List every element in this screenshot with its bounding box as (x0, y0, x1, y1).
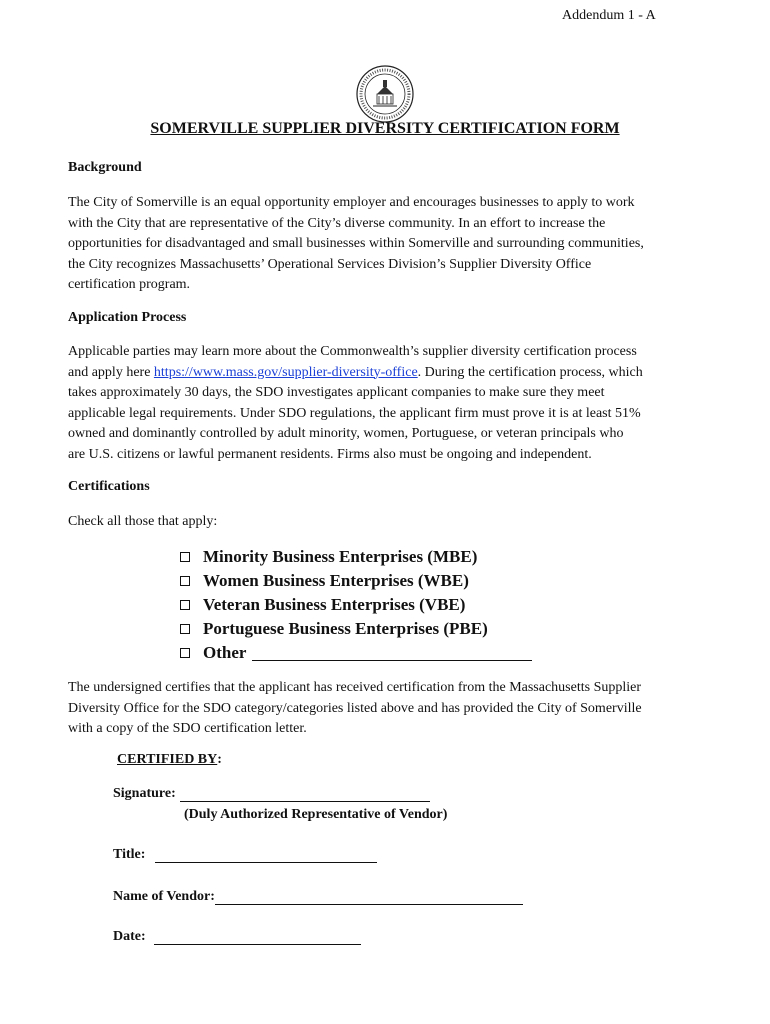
option-label: Portuguese Business Enterprises (PBE) (203, 619, 488, 638)
paragraph-line: Applicable parties may learn more about the Commonwealth’s supplier diversity certification process (68, 344, 637, 359)
option-wbe (180, 569, 532, 593)
paragraph-line: certification program. (68, 277, 191, 292)
option-pbe (180, 617, 532, 641)
option-label: Veteran Business Enterprises (VBE) (203, 595, 466, 614)
background-heading: Background (68, 160, 142, 175)
certifications-instruction: Check all those that apply: (68, 514, 218, 529)
other-input-line[interactable] (252, 646, 532, 661)
checkbox-pbe[interactable] (180, 624, 190, 634)
form-title: SOMERVILLE SUPPLIER DIVERSITY CERTIFICATION FORM (150, 120, 620, 137)
certification-options (180, 545, 532, 665)
option-label: Other (203, 643, 247, 662)
application-heading: Application Process (68, 310, 187, 325)
date-label: Date: (113, 929, 146, 944)
paragraph-line (68, 363, 704, 384)
paragraph-line: applicable legal requirements. Under SDO regulations, the applicant firm must prove it is at least 51% (68, 405, 641, 421)
vendor-field (113, 889, 523, 905)
vendor-input-line[interactable] (215, 890, 523, 905)
certifications-heading: Certifications (68, 479, 150, 494)
city-seal-logo (355, 64, 415, 124)
signature-caption: (Duly Authorized Representative of Vendor) (184, 807, 448, 822)
option-label: Women Business Enterprises (WBE) (203, 571, 469, 590)
addendum-label: Addendum 1 - A (562, 8, 656, 23)
title-field (113, 847, 377, 863)
option-label: Minority Business Enterprises (MBE) (203, 547, 478, 566)
text-segment: . During the certification process, which (417, 364, 643, 380)
paragraph-line: with the City that are representative of the City’s diverse community. In an effort to increase the (68, 215, 606, 231)
text-segment: and apply here (68, 364, 154, 380)
signature-label: Signature: (113, 786, 176, 801)
signature-input-line[interactable] (180, 787, 430, 802)
paragraph-line: with a copy of the SDO certification letter. (68, 721, 307, 736)
certified-by-label: CERTIFIED BY (117, 752, 218, 767)
paragraph-line: takes approximately 30 days, the SDO investigates applicant companies to make sure they meet (68, 385, 605, 400)
signature-field (113, 786, 430, 802)
vendor-label: Name of Vendor: (113, 889, 215, 904)
checkbox-mbe[interactable] (180, 552, 190, 562)
paragraph-line: opportunities for disadvantaged and small businesses within Somerville and surrounding communities, (68, 236, 644, 251)
paragraph-line: owned and dominantly controlled by adult minority, women, Portuguese, or veteran principals who (68, 426, 624, 441)
option-vbe (180, 593, 532, 617)
background-paragraph (68, 193, 704, 296)
checkbox-vbe[interactable] (180, 600, 190, 610)
sdo-website-link[interactable]: https://www.mass.gov/supplier-diversity-office (153, 364, 418, 380)
option-other (180, 641, 532, 665)
checkbox-wbe[interactable] (180, 576, 190, 586)
option-mbe (180, 545, 532, 569)
paragraph-line: the City recognizes Massachusetts’ Operational Services Division’s Supplier Diversity Office (68, 256, 592, 272)
application-paragraph (68, 342, 704, 465)
date-input-line[interactable] (154, 930, 361, 945)
title-label: Title: (113, 847, 146, 862)
paragraph-line: are U.S. citizens or lawful permanent residents. Firms also must be ongoing and independent. (68, 446, 592, 462)
paragraph-line: The City of Somerville is an equal opportunity employer and encourages businesses to apply to work (68, 195, 635, 210)
checkbox-other[interactable] (180, 648, 190, 658)
attestation-paragraph (68, 678, 704, 740)
paragraph-line: Diversity Office for the SDO category/categories listed above and has provided the City of Somerville (68, 700, 642, 716)
date-field (113, 929, 361, 945)
paragraph-line: The undersigned certifies that the applicant has received certification from the Massachusetts Supplier (68, 680, 642, 695)
title-input-line[interactable] (155, 848, 377, 863)
certified-by-heading (117, 752, 222, 768)
certified-by-colon: : (217, 752, 222, 767)
